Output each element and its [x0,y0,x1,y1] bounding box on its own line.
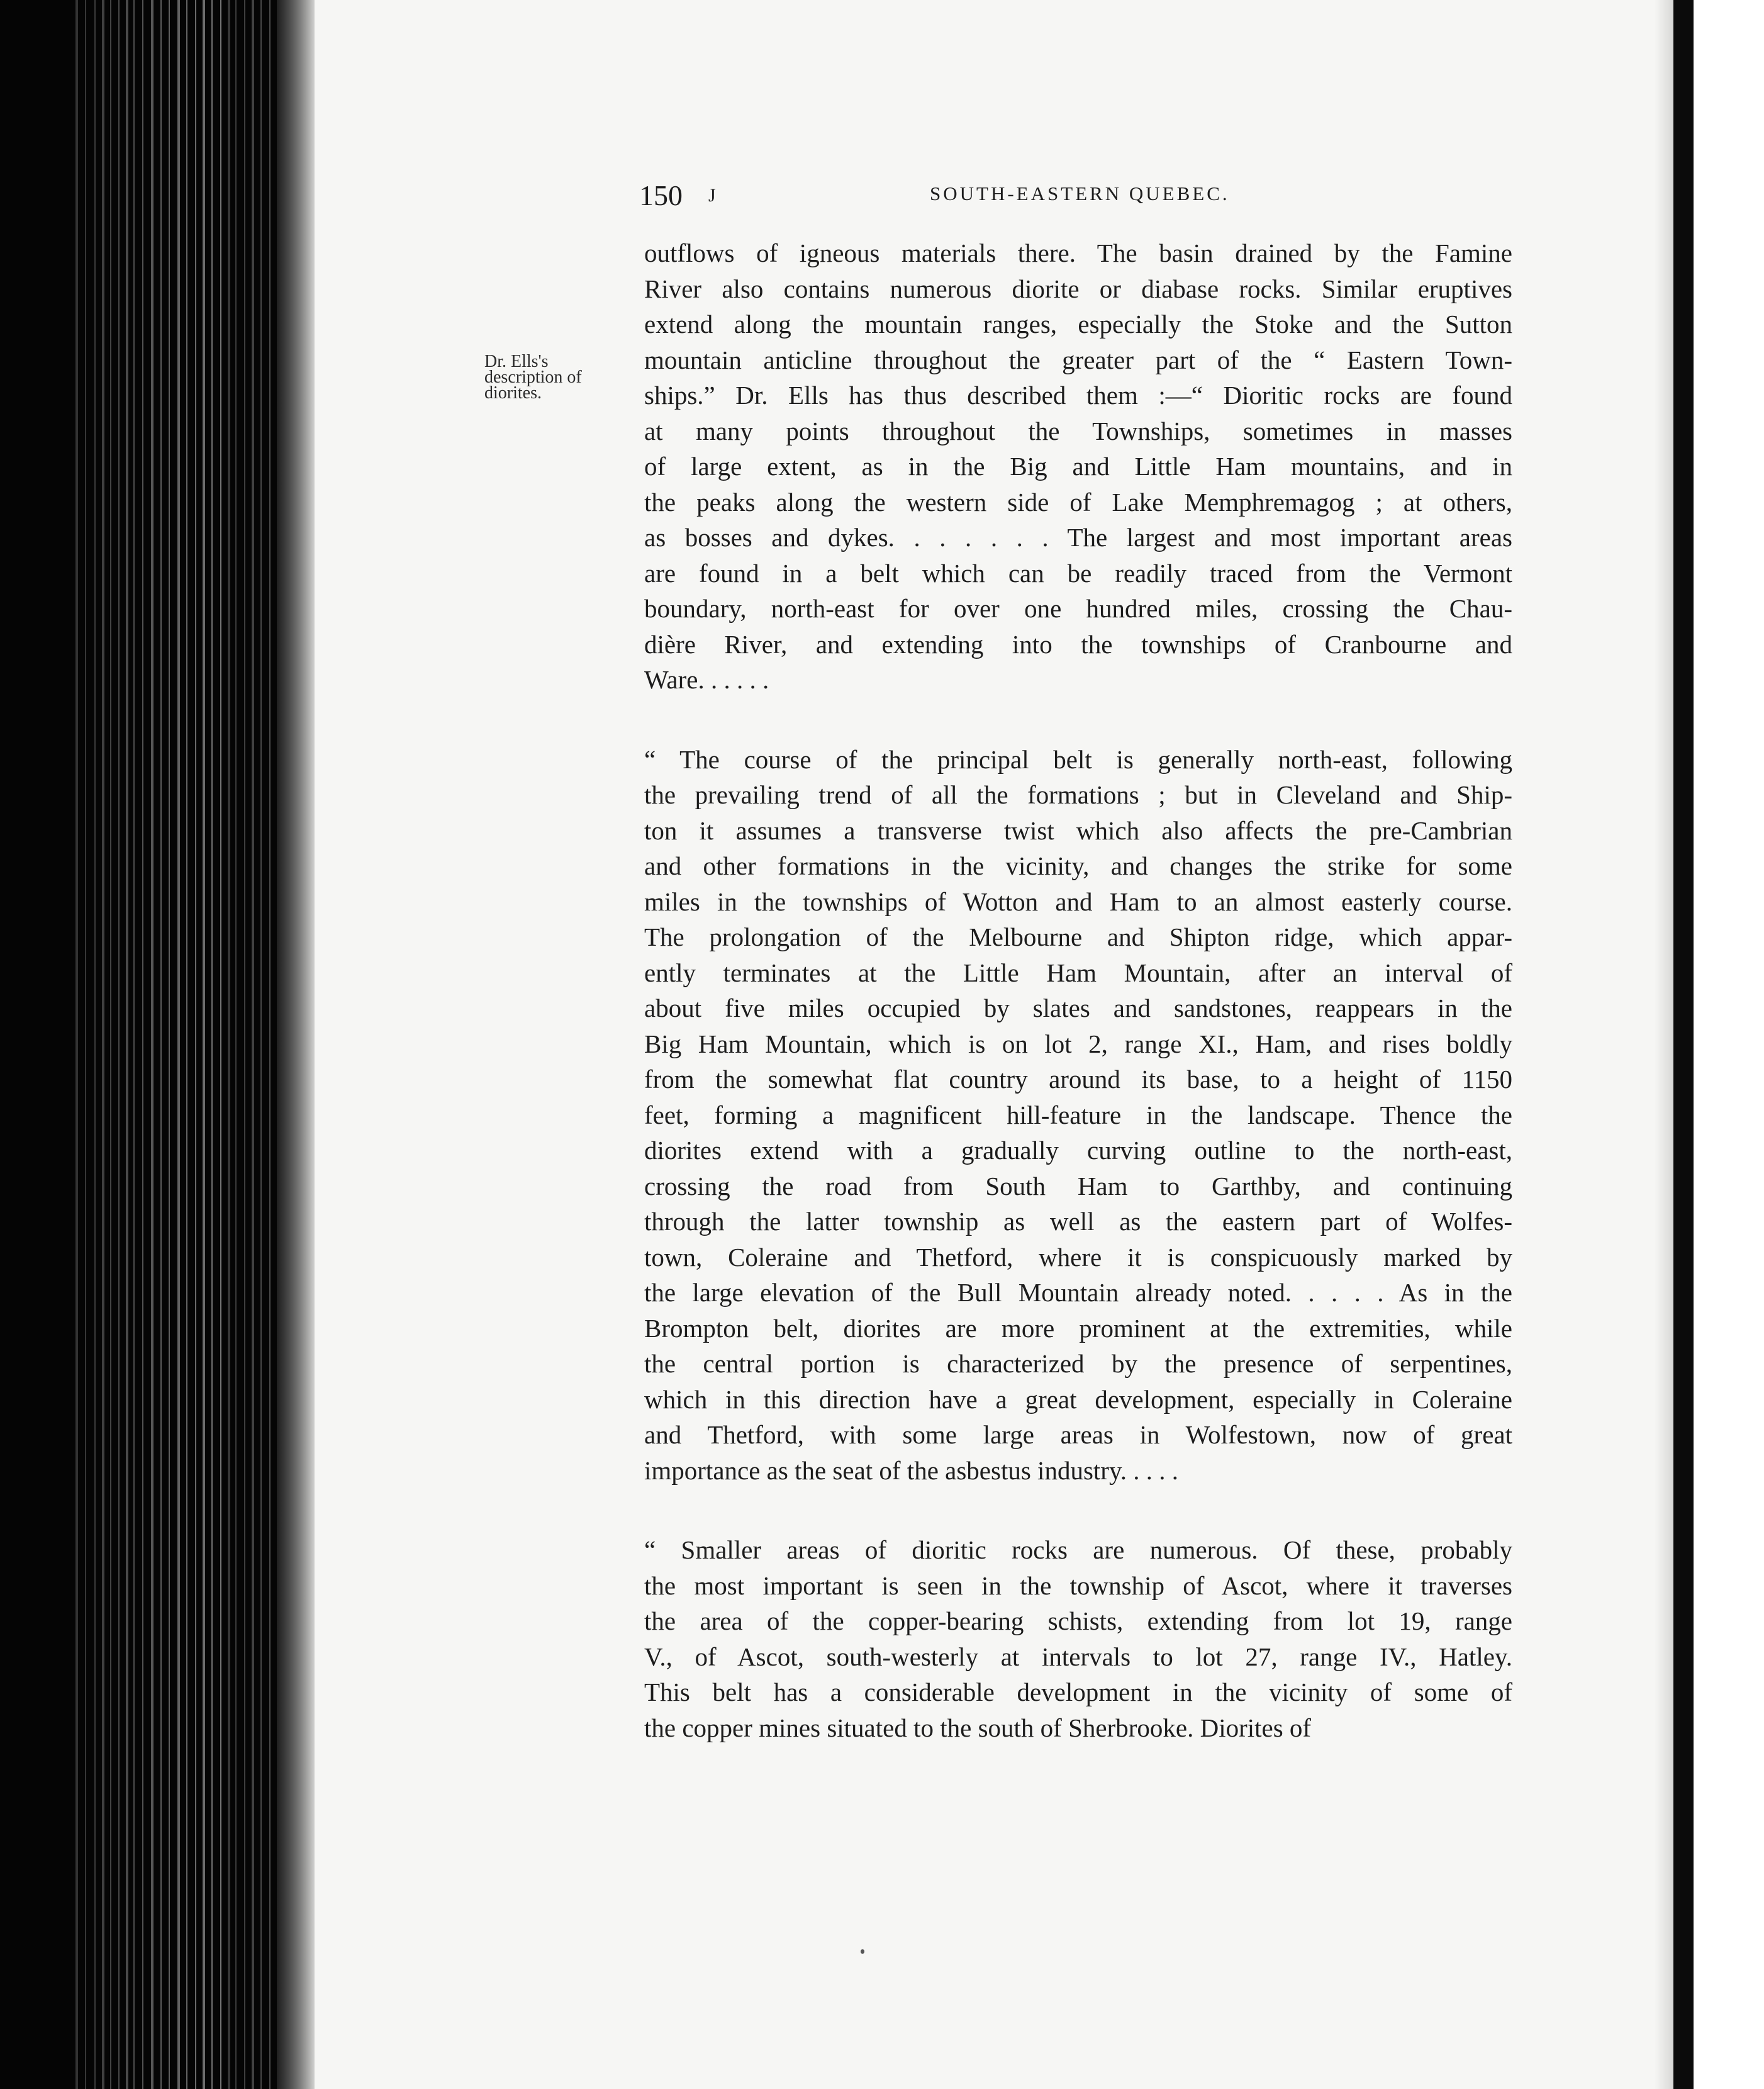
text-line: the copper mines situated to the south of Sherbrooke. Diorites of [644,1713,1312,1742]
text-line: diorites extend with a gradually curving outline to the north-east, [644,1136,1512,1165]
margin-note-line: diorites. [484,383,542,403]
text-line: ton it assumes a transverse twist which also affects the pre-Cambrian [644,815,1512,845]
text-line: ently terminates at the Little Ham Mountain, after an interval of [644,958,1512,987]
text-line: V., of Ascot, south-westerly at intervals to lot 27, range IV., Hatley. [644,1642,1512,1671]
margin-note-line: description of [484,367,582,387]
text-line: miles in the townships of Wotton and Ham to an almost easterly course. [644,887,1512,916]
text-line: the prevailing trend of all the formations ; but in Cleveland and Ship- [644,780,1512,809]
paragraph-gap [644,698,1512,742]
text-line: River also contains numerous diorite or diabase rocks. Similar eruptives [644,274,1512,303]
text-line: the central portion is characterized by the presence of serpentines, [644,1349,1512,1378]
facing-page-edge [1673,0,1694,2089]
paragraph [644,1532,1512,1745]
text-line: are found in a belt which can be readily traced from the Vermont [644,558,1512,588]
text-line: the most important is seen in the township of Ascot, where it traverses [644,1571,1512,1600]
text-line: and other formations in the vicinity, and changes the strike for some [644,851,1512,880]
scan-speck [861,1949,864,1954]
text-line: “ Smaller areas of dioritic rocks are numerous. Of these, probably [644,1535,1512,1564]
text-line: dière River, and extending into the townships of Cranbourne and [644,629,1512,659]
margin-note [484,354,635,401]
scan-border [1694,0,1764,2089]
page-gutter-shadow [1655,0,1673,2089]
text-line: Brompton belt, diorites are more prominent at the extremities, while [644,1313,1512,1343]
text-line: “ The course of the principal belt is generally north-east, following [644,744,1512,774]
text-line: about five miles occupied by slates and sandstones, reappears in the [644,994,1512,1022]
margin-note-line: Dr. Ells's [484,352,549,371]
text-line: town, Coleraine and Thetford, where it is conspicuously marked by [644,1242,1512,1272]
text-line: importance as the seat of the asbestus industry. . . . . [644,1455,1179,1485]
text-line: feet, forming a magnificent hill-feature in the landscape. Thence the [644,1100,1512,1129]
text-line: crossing the road from South Ham to Garthby, and continuing [644,1171,1512,1201]
text-line: the peaks along the western side of Lake Memphremagog ; at others, [644,487,1512,517]
text-line: through the latter township as well as the eastern part of Wolfes- [644,1207,1512,1236]
text-line: the large elevation of the Bull Mountain already noted. . . . . As in the [644,1278,1512,1307]
page-number: 150 [639,179,683,211]
text-line: which in this direction have a great development, especially in Coleraine [644,1384,1512,1414]
running-title: SOUTH-EASTERN QUEBEC. [930,182,1230,204]
text-line: and Thetford, with some large areas in Wolfestown, now of great [644,1420,1512,1449]
text-line: Ware. . . . . . [644,665,769,694]
text-line: The prolongation of the Melbourne and Shipton ridge, which appar- [644,922,1512,951]
text-line: the area of the copper-bearing schists, extending from lot 19, range [644,1606,1512,1635]
text-line: from the somewhat flat country around its base, to a height of 1150 [644,1065,1512,1094]
page-edges-stack [0,0,315,2089]
text-line: as bosses and dykes. . . . . . . The largest and most important areas [644,523,1512,552]
text-line: extend along the mountain ranges, especially the Stoke and the Sutton [644,310,1512,339]
text-line: This belt has a considerable development in the vicinity of some of [644,1677,1512,1706]
body-text [644,235,1512,1745]
text-line: outflows of igneous materials there. The basin drained by the Famine [644,238,1512,267]
text-line: ships.” Dr. Ells has thus described them :—“ Dioritic rocks are found [644,381,1512,410]
paragraph [644,235,1512,698]
paragraph [644,742,1512,1489]
text-line: boundary, north-east for over one hundred miles, crossing the Chau- [644,594,1512,623]
text-line: at many points throughout the Townships, sometimes in masses [644,416,1512,445]
text-line: of large extent, as in the Big and Little Ham mountains, and in [644,452,1512,481]
text-line: mountain anticline throughout the greater part of the “ Eastern Town- [644,345,1512,374]
text-line: Big Ham Mountain, which is on lot 2, range XI., Ham, and rises boldly [644,1029,1512,1058]
part-letter: J [708,185,716,206]
paragraph-gap [644,1488,1512,1532]
